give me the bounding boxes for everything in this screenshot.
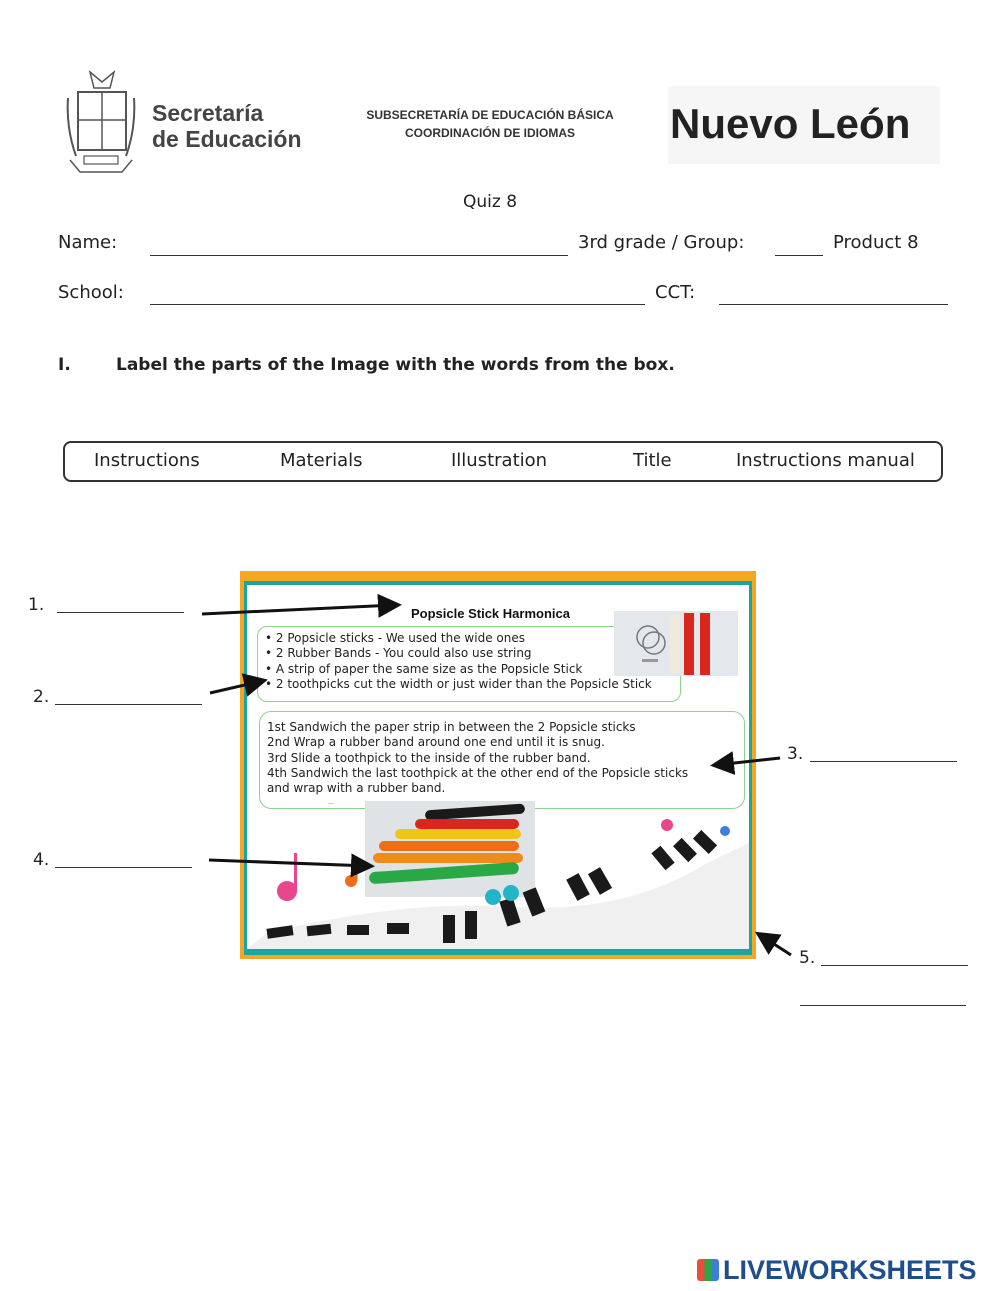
- instruction-step: 4th Sandwich the last toothpick at the other end of the Popsicle sticks: [267, 765, 689, 780]
- product-label: Product 8: [833, 232, 919, 253]
- instruction-step: 1st Sandwich the paper strip in between the 2 Popsicle sticks: [267, 720, 636, 734]
- logo-line-2: de Educación: [152, 126, 302, 152]
- answer-1-number: 1.: [28, 595, 45, 615]
- name-label: Name:: [58, 232, 118, 253]
- answer-3-number: 3.: [787, 744, 804, 764]
- school-label: School:: [58, 282, 124, 303]
- liveworksheets-text: LIVEWORKSHEETS: [723, 1255, 977, 1285]
- material-item: • 2 Rubber Bands - You could also use string: [265, 646, 652, 661]
- material-item: • 2 Popsicle sticks - We used the wide ones: [265, 631, 652, 646]
- grade-label: 3rd grade / Group:: [578, 232, 745, 253]
- nuevo-leon-text: Nuevo León: [670, 100, 911, 147]
- arrow-5: [760, 935, 791, 955]
- coordinacion-text: COORDINACIÓN DE IDIOMAS: [404, 126, 575, 140]
- word-instructions[interactable]: Instructions: [94, 450, 200, 471]
- answer-4-number: 4.: [33, 850, 50, 870]
- material-item: • 2 toothpicks cut the width or just wider than the Popsicle Stick: [265, 677, 652, 692]
- poster-title: Popsicle Stick Harmonica: [411, 606, 570, 621]
- word-illustration[interactable]: Illustration: [451, 450, 548, 471]
- answer-2-number: 2.: [33, 687, 50, 707]
- instruction-step: and wrap with a rubber band.: [267, 781, 446, 796]
- quiz-title: Quiz 8: [462, 192, 518, 212]
- question-text: Label the parts of the Image with the words from the box.: [116, 355, 675, 375]
- logo-line-1: Secretaría: [152, 100, 264, 126]
- arrow-1: [202, 605, 396, 614]
- answer-5-extra-field[interactable]: [800, 1005, 966, 1006]
- liveworksheets-icon: [697, 1259, 719, 1281]
- arrow-2: [210, 681, 262, 693]
- word-title[interactable]: Title: [633, 450, 672, 471]
- cct-label: CCT:: [655, 282, 696, 303]
- arrow-4: [209, 860, 369, 866]
- word-instructions-manual[interactable]: Instructions manual: [736, 450, 915, 471]
- word-materials[interactable]: Materials: [280, 450, 363, 471]
- question-number: I.: [58, 355, 71, 375]
- instruction-step: 3rd Slide a toothpick to the inside of the rubber band.: [267, 750, 591, 765]
- instruction-step: 2nd Wrap a rubber band around one end until it is snug.: [267, 735, 605, 750]
- liveworksheets-logo: [697, 1255, 977, 1286]
- arrow-3: [716, 758, 780, 765]
- answer-5-number: 5.: [799, 948, 816, 968]
- material-item: • A strip of paper the same size as the Popsicle Stick: [265, 662, 652, 677]
- subsecretaria-text: SUBSECRETARÍA DE EDUCACIÓN BÁSICA: [366, 108, 614, 122]
